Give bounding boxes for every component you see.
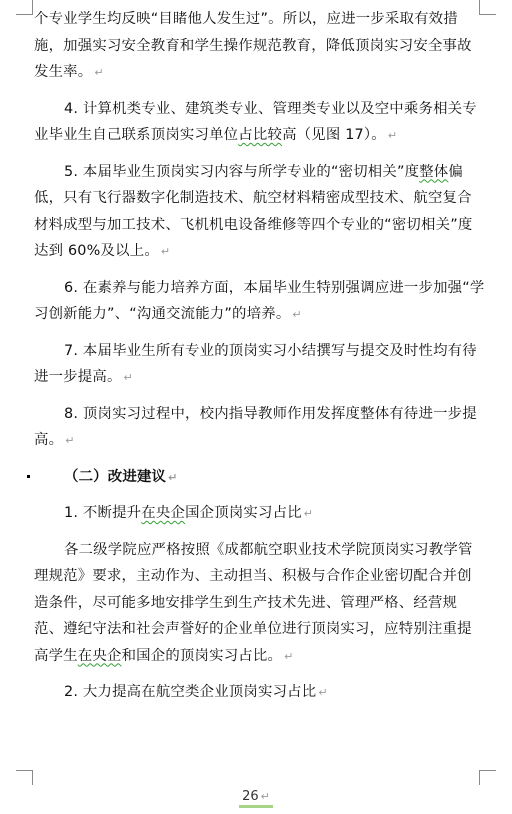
- paragraph-continuation: 个专业学生均反映“目睹他人发生过”。所以，应进一步采取有效措施，加强实习安全教育和学生操作规范教育，降低顶岗实习安全事故发生率。 ↵: [34, 11, 472, 80]
- paragraph-mark-icon: ↵: [303, 507, 314, 520]
- section-heading: （二）改进建议 ↵: [34, 464, 486, 492]
- grammar-flag: 在央企: [141, 505, 186, 521]
- paragraph-item-4: 4. 计算机类专业、建筑类专业、管理类专业以及空中乘务相关专业毕业生自己联系顶岗实习单位占比较高（见图 17）。 ↵: [34, 100, 477, 143]
- page-number: 26 ↵: [239, 789, 273, 808]
- paragraph-mark-icon: ↵: [284, 649, 294, 663]
- paragraph-mark-icon: ↵: [318, 686, 328, 699]
- paragraph-item-5: 5. 本届毕业生顶岗实习内容与所学专业的“密切相关”度整体偏低，只有飞行器数字化制造技术、航空材料精密成型技术、航空复合材料成型与加工技术、飞机机电设备维修等四个专业的“密切相关”度达到 60%及以上。 ↵: [34, 163, 473, 259]
- grammar-flag: 占比较: [238, 127, 283, 143]
- grammar-flag: 整体: [419, 163, 449, 180]
- paragraph-mark-icon: ↵: [292, 308, 302, 321]
- paragraph-suggestion-body: 各二级学院应严格按照《成都航空职业技术学院顶岗实习教学管理规范》要求，主动作为、主动担当、积极与合作企业密切配合并创造条件，尽可能多地安排学生到生产技术先进、管理严格、经营规范、遵纪守法和社会声誉好的企业单位进行顶岗实习，应特别注重提高学生在央企和国企的顶岗实习占比。 ↵: [34, 541, 473, 664]
- paragraph-mark-icon: ↵: [123, 371, 133, 384]
- paragraph-item-7: 7. 本届毕业生所有专业的顶岗实习小结撰写与提交及时性均有待进一步提高。 ↵: [34, 342, 477, 385]
- paragraph-mark-icon: ↵: [168, 470, 178, 484]
- paragraph-item-8: 8. 顶岗实习过程中，校内指导教师作用发挥度整体有待进一步提高。 ↵: [34, 405, 477, 448]
- paragraph-item-6: 6. 在素养与能力培养方面，本届毕业生特别强调应进一步加强“学习创新能力”、“沟通交流能力”的培养。 ↵: [34, 279, 485, 322]
- paragraph-mark-icon: ↵: [160, 245, 171, 258]
- paragraph-mark-icon: ↵: [65, 434, 75, 447]
- document-body[interactable]: [34, 6, 486, 716]
- crop-mark-bottom-right: [479, 770, 496, 785]
- paragraph-suggestion-2: 2. 大力提高在航空类企业顶岗实习占比 ↵: [64, 684, 328, 700]
- paragraph-mark-icon: ↵: [94, 66, 104, 79]
- paragraph-mark-icon: ↵: [387, 129, 398, 142]
- crop-mark-top-left: [16, 0, 33, 15]
- crop-mark-bottom-left: [16, 770, 33, 785]
- paragraph-suggestion-1: 1. 不断提升在央企国企顶岗实习占比 ↵: [64, 505, 314, 521]
- page-footer: [0, 785, 512, 808]
- grammar-flag: 在央企: [77, 647, 122, 664]
- bullet-dot: [27, 475, 30, 478]
- paragraph-mark-icon: ↵: [260, 790, 270, 803]
